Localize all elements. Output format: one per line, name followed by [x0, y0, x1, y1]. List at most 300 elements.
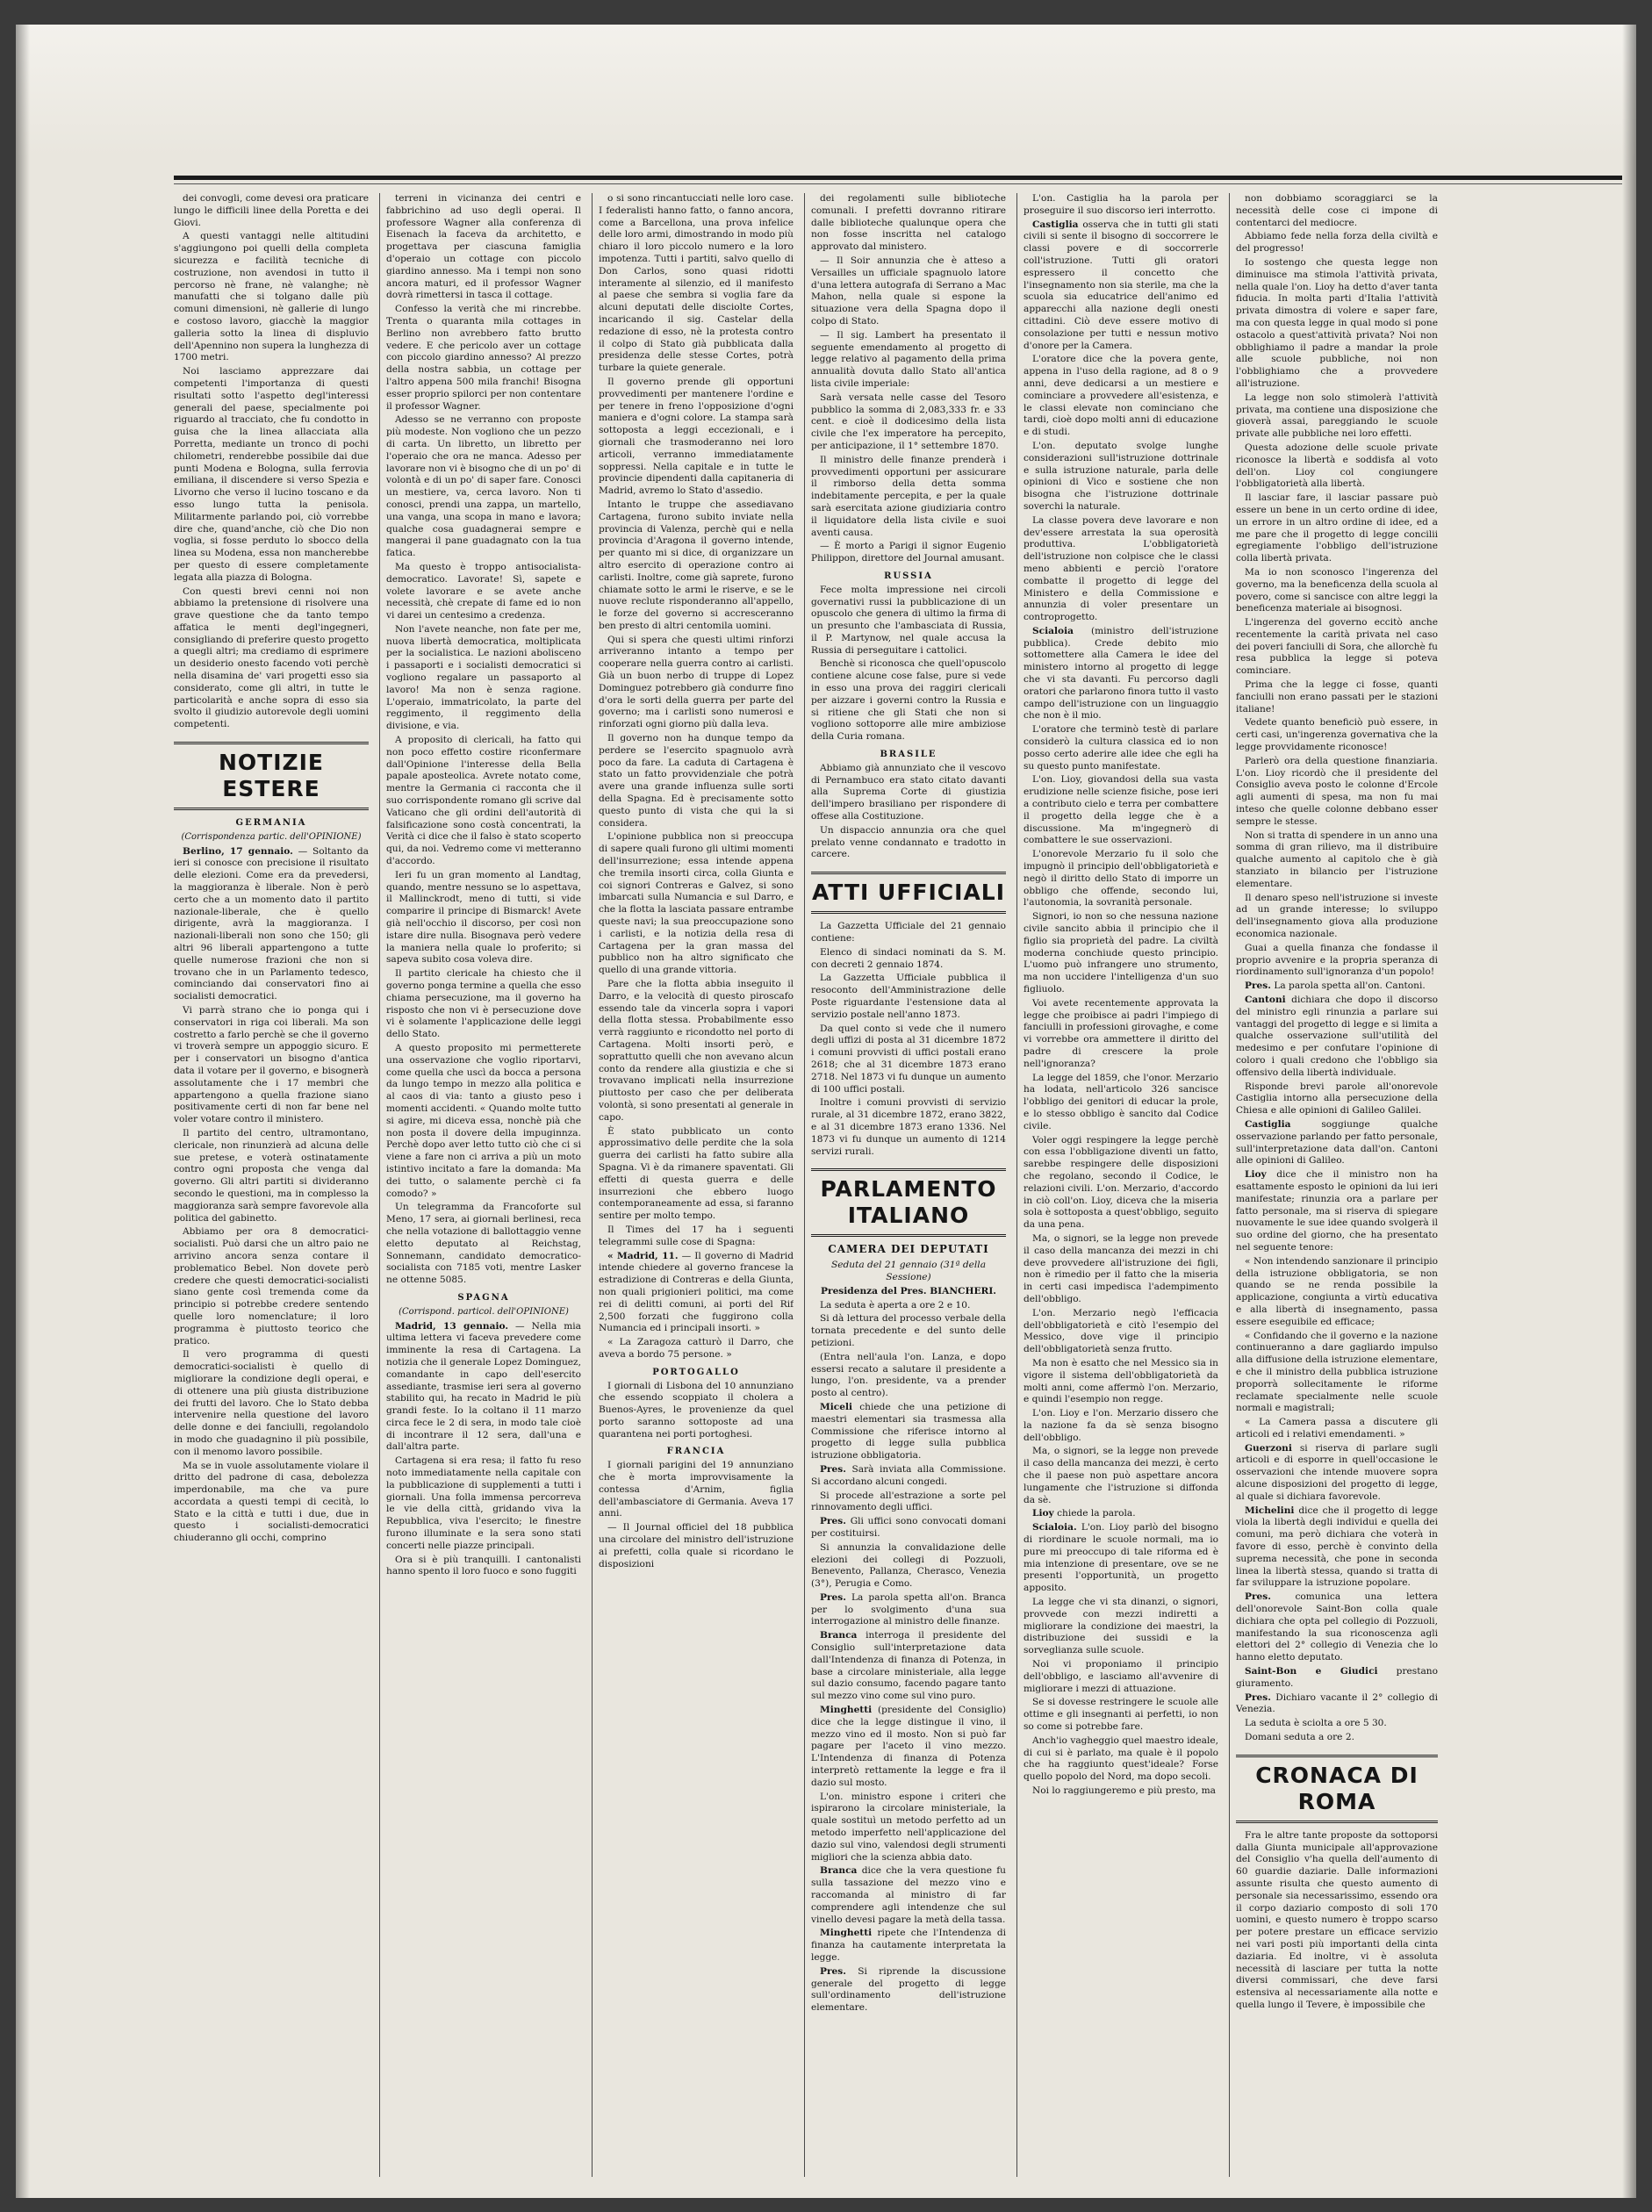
article-paragraph — [1236, 1666, 1438, 1691]
article-paragraph — [1236, 1443, 1438, 1504]
paragraph-text: « Non intendendo sanzionare il principio della istruzione obbligatoria, se non quando se ne renda possibile la applicazione, congiunta a virtù educativa e alla libertà di insegnamento, passa essere eseguibile ed efficace; — [1236, 1255, 1438, 1327]
article-paragraph — [811, 1542, 1006, 1591]
paragraph-text: dichiara che dopo il discorso del ministro egli rinunzia a parlare sui vantaggi del progetto di legge e si limita a qualche osservazione sull'utilità del medesimo e per confutare l'opinione di coloro i quali credono che l'obbligo sia offensivo della libertà individuale. — [1236, 995, 1438, 1078]
article-paragraph — [599, 193, 794, 375]
correspondence-subtitle: (Corrispond. particol. dell'OPINIONE) — [399, 1306, 569, 1317]
article-paragraph — [1024, 1358, 1218, 1406]
article-paragraph — [811, 947, 1006, 972]
paragraph-text: Il vero programma di questi democratici-socialisti è quello di migliorare la condizione degli operai, e di ottenere una più giusta distribuzione dei frutti del lavoro. Che lo Stato debba intervenire nella questione del lavoro delle donne e dei fanciulli, regolandolo in modo che guadagnino il più possibile, con il menomo lavoro possibile. — [174, 1349, 369, 1457]
article-paragraph — [1024, 998, 1218, 1071]
article-paragraph — [811, 1023, 1006, 1096]
paragraph-text: Signori, io non so che nessuna nazione civile sancito abbia il principio che il figlio sia proprietà del padre. La civiltà moderna conchiude questo principio. L'uomo può infrangere uno strumento, ma non uccidere l'intelligenza d'un suo figliuolo. — [1024, 911, 1218, 995]
article-paragraph — [599, 733, 794, 830]
paragraph-text: Noi lasciamo apprezzare dai competenti l'importanza di questi risultati sotto l'aspetto degl'interessi generali del paese, specialmente poi riguardo al tracciato, che fu condotto in guisa che la linea allacciata alla Porretta, mediante un tronco di pochi chilometri, renderebbe possibile dai due punti Modena e Bologna, sulla ferrovia emiliana, il discendere si verso Spezia e Livorno che verso il lucino toscano e da esso lungo tutta la penisola. Militarmente parlando poi, ciò vorrebbe dire che, quand'anche, ciò che Dio non voglia, si fosse perduto lo sbocco della linea su Modena, essa non mancherebbe per questo di essere completamente legata alla piazza di Bologna. — [174, 366, 369, 583]
article-paragraph — [174, 586, 369, 732]
paragraph-text: Pare che la flotta abbia inseguito il Darro, e la velocità di questo piroscafo essendo tale da vincerla sopra i vapori della flotta stessa. Probabilmente esso verrà raggiunto e ricondotto nel porto di Cartagena. Molti insorti però, e soprattutto quelli che non avevano alcun conto da rendere alla giustizia e che si trovavano implicati nella insurrezione piuttosto per caso che per deliberata volontà, si sono presentati al generale in capo. — [599, 979, 794, 1123]
paragraph-lead: Pres. — [820, 1591, 846, 1603]
paragraph-text: Io sostengo che questa legge non diminuisce ma stimola l'attività privata, nella quale l'on. Lioy ha detto d'aver tanta fiducia. In molta parti d'Italia l'attività privata dimostra di volere e saper fare, ma con questa legge in qual modo si pone ostacolo a quest'attività privata? Noi non obblighiamo il padre a mandar la prole alle scuole pubbliche, noi non l'obblighiamo che a provvedere all'istruzione. — [1236, 256, 1438, 389]
paragraph-text: Si annunzia la convalidazione delle elezioni dei collegi di Pozzuoli, Benevento, Pallanza, Cherasco, Venezia (3°), Perugia e Como. — [811, 1541, 1006, 1590]
article-paragraph — [1024, 354, 1218, 439]
paragraph-text: — Soltanto da ieri si conosce con precisione il risultato delle elezioni. Come era da prevedersi, la maggioranza è liberale. Non è però certo che a un momento dato il partito nazionale-liberale, che è quello dirigente, avrà la maggioranza. I nazionali-liberali non sono che 150; gli altri 96 liberali appartengono a tutte quelle numerose frazioni che non si trovano che in un Parlamento tedesco, cominciando dai conservatori fino ai socialisti democratici. — [174, 845, 369, 1002]
paragraph-text: « La Camera passa a discutere gli articoli ed i relativi emendamenti. » — [1236, 1417, 1438, 1440]
paragraph-text: Ma non è esatto che nel Messico sia in vigore il sistema dell'obbligatorietà da molti anni, come affermò l'on. Merzario, e quindi l'esempio non regge. — [1024, 1357, 1218, 1405]
column-divider — [592, 193, 593, 2177]
column-divider — [1229, 193, 1230, 2177]
paragraph-text: I giornali di Lisbona del 10 annunziano che essendo scoppiato il cholera a Buenos-Ayres, le provenienze da quel porto saranno sottoposte ad una quarantena nei porti portoghesi. — [599, 1380, 794, 1440]
article-paragraph — [599, 377, 794, 498]
article-paragraph — [1024, 849, 1218, 909]
article-paragraph — [1024, 515, 1218, 624]
paragraph-text: A questo proposito mi permetterete una osservazione che voglio riportarvi, come quella che uscì da bocca a persona da lungo tempo in mezzo alla politica e al caos di via: tanto a giusto peso i momenti accidenti. « Quando molte tutto si agire, mi diceva essa, nonchè pià che non posta il dovere della impuginnza. Perchè dopo aver letto tutto ciò che ci si viene a fare non ci arriva a più un moto istintivo incitato a fare la domanda: Ma dei tutto, o salamente perchè ci fa comodo? » — [386, 1042, 581, 1199]
country-heading: GERMANIA — [235, 818, 307, 829]
paragraph-text: — Nella mia ultima lettera vi faceva prevedere come imminente la resa di Cartagena. La notizia che il generale Lopez Dominguez, comandante in capo dell'esercito assediante, trasmise ieri sera al governo stabilito qui, ha recato in Madrid le più grandi feste. Io la coltano il 11 marzo circa fece le 2 di sera, in modo tale cioè di incontrare il 12 sera, dall'una e dall'altra parte. — [386, 1320, 581, 1453]
paragraph-lead: Berlino, 17 gennaio. — [183, 845, 293, 857]
article-paragraph — [1024, 1735, 1218, 1784]
column-divider — [379, 193, 380, 2177]
article-paragraph — [174, 1226, 369, 1347]
article-paragraph — [386, 562, 581, 622]
paragraph-text: Il denaro speso nell'istruzione si investe ad un grande interesse; lo sviluppo dell'insegnamento giova alla produzione economica nazionale. — [1236, 892, 1438, 940]
article-paragraph — [811, 1352, 1006, 1400]
paragraph-text: Noi lo raggiungeremo e più presto, ma — [1032, 1785, 1216, 1796]
article-paragraph — [811, 1490, 1006, 1515]
paragraph-lead: Scialoia — [1032, 625, 1074, 636]
paragraph-text: Non l'avete neanche, non fate per me, nuova libertà democratica, moltiplicata per la socialistica. Le nazioni abolisceno i passaporti e i socialisti democratici si vogliono regalare un passaporto al lavoro! Ma non è senza ragione. L'operaio, immatricolato, la parte del reggimento, il reggimento della divisione, e via. — [386, 623, 581, 732]
paragraph-text: Non si tratta di spendere in un anno una somma di gran rilievo, ma il distribuire qualche aumento al capitolo che è già stanziato in bilancio per l'istruzione elementare. — [1236, 830, 1438, 889]
article-paragraph — [1236, 717, 1438, 753]
paragraph-lead: Pres. — [1245, 980, 1271, 992]
paragraph-lead: Pres. — [1245, 1591, 1271, 1603]
article-paragraph — [386, 1555, 581, 1579]
paragraph-lead: « Madrid, 11. — [607, 1250, 679, 1261]
paragraph-text: Il ministro delle finanze prenderà i provvedimenti opportuni per assicurare il rimborso della detta somma indebitamente percepita, e per la quale sarà esercitata azione giudiziaria contro il liquidatore della lista civile e suoi aventi causa. — [811, 454, 1006, 538]
column-divider — [1016, 193, 1017, 2177]
article-paragraph — [1236, 1692, 1438, 1717]
paragraph-text: Si riprende la discussione generale del progetto di legge sull'ordinamento dell'istruzione elementare. — [811, 1965, 1006, 2014]
paragraph-text: Voler oggi respingere la legge perchè con essa l'obbligazione diventi un fatto, sarebbe respingere delle disposizioni che regolano, secondo il Codice, le relazioni civili. L'on. Merzario, d'accordo in ciò coll'on. Lioy, diceva che la miseria sola è sottoposta a quest'obbligo, seguito da una pena. — [1024, 1134, 1218, 1231]
paragraph-lead: Pres. — [1245, 1691, 1271, 1703]
article-paragraph — [1236, 1417, 1438, 1441]
paragraph-text: Inoltre i comuni provvisti di servizio rurale, al 31 dicembre 1872, erano 3822, e al 31 dicembre 1873 erano 1336. Nel 1873 vi fu dunque un aumento di 1214 servizi rurali. — [811, 1097, 1006, 1157]
paragraph-text: La Gazzetta Ufficiale pubblica il resoconto dell'Amministrazione delle Poste riguardante l'estensione data al servizio postale nell'anno 1873. — [811, 973, 1006, 1020]
article-paragraph — [1024, 1508, 1218, 1520]
paragraph-text: chiede che una petizione di maestri elementari sia trasmessa alla Commissione che riferisce intorno al progetto di legge sulla pubblica istruzione obbligatoria. — [811, 1401, 1006, 1462]
section-heading: ATTI UFFICIALI — [811, 872, 1006, 914]
paragraph-text: si riserva di parlare sugli articoli e di esporre in quell'occasione le osservazioni che intende muovere sopra alcune disposizioni del progetto di legge, al quale si dichiara favorevole. — [1236, 1442, 1438, 1502]
paragraph-text: soggiunge qualche osservazione parlando per fatto personale, sull'interpretazione data dall'on. Cantoni alle opinioni di Galileo. — [1236, 1118, 1438, 1167]
article-paragraph — [386, 735, 581, 868]
article-paragraph — [811, 585, 1006, 657]
paragraph-text: L'onorevole Merzario fu il solo che impugnò il principio dell'obbligatorietà e negò il diritto dello Stato di imporre un obbligo che offende, secondo lui, l'autonomia, la sovranità personale. — [1024, 849, 1218, 908]
article-paragraph — [1024, 441, 1218, 514]
article-paragraph — [386, 1043, 581, 1200]
article-paragraph — [1236, 1505, 1438, 1591]
article-paragraph — [811, 193, 1006, 254]
article-paragraph — [174, 366, 369, 584]
country-heading: SPAGNA — [457, 1292, 510, 1303]
paragraph-text: chiede la parola. — [1057, 1508, 1136, 1519]
article-paragraph — [599, 1522, 794, 1570]
paragraph-text: dice che il ministro non ha esattamente esposto le opinioni da lui ieri manifestate; rinunzia ora a parlare per fatto personale, ma si riserva di spiegare nuovamente le sue idee quando svolgerà il suo ordine del giorno, che ha presentato nel seguente tenore: — [1236, 1169, 1438, 1253]
paragraph-text: Guai a quella finanza che fondasse il proprio avvenire e la propria speranza di riordinamento sull'ignoranza d'un popolo! — [1236, 942, 1438, 978]
article-paragraph — [599, 1224, 794, 1249]
article-paragraph — [386, 193, 581, 302]
paragraph-text: Adesso se ne verranno con proposte più modeste. Non vogliono che un pezzo di carta. Un libretto, un libretto per l'operaio che ora ne manca. Adesso per lavorare non vi è bisogno che di un po' di volontà e di un po' di saper fare. Conosci un mestiere, va, cerca lavoro. Non ti conosci, prendi una zappa, un martello, una vanga, una scopa in mano e lavora; qualche cosa guadagnerai sempre e mangerai il pane guadagnato con la tua fatica. — [386, 414, 581, 559]
paragraph-text: Vedete quanto beneficiò può essere, in certi casi, un'ingerenza governativa che la legge provvidamente riconosce! — [1236, 717, 1438, 753]
paragraph-text: interroga il presidente del Consiglio sull'interpretazione data dall'Intendenza di finanza di Potenza, in base a circolare ministeriale, alla legge sul dazio consumo, facendo pagare tanto sul mezzo vino come sul vino puro. — [811, 1630, 1006, 1702]
paragraph-text: — Il Journal officiel del 18 pubblica una circolare del ministro dell'istruzione ai prefetti, colla quale si ricordano le disposizioni — [599, 1522, 794, 1569]
paragraph-text: La legge che vi sta dinanzi, o signori, provvede con mezzi indiretti a migliorare la condizione dei maestri, la distribuzione dei sussidi e la sorveglianza sulle scuole. — [1024, 1597, 1218, 1656]
paragraph-text: La seduta è aperta a ore 2 e 10. — [820, 1299, 971, 1311]
article-paragraph — [1024, 774, 1218, 847]
section-heading: NOTIZIE ESTERE — [174, 742, 369, 810]
country-heading: BRASILE — [880, 750, 937, 760]
paragraph-text: Sarà versata nelle casse del Tesoro pubblico la somma di 2,083,333 fr. e 33 cent. e cioè il dodicesimo della lista civile che l'ex imperatore ha percepito, per anticipazione, il 1° settembre 1870. — [811, 391, 1006, 451]
article-paragraph — [1236, 1718, 1438, 1730]
article-paragraph — [599, 499, 794, 633]
paragraph-text: Con questi brevi cenni noi non abbiamo la pretensione di risolvere una grave questione che da tanto tempo affatica le menti degl'ingegneri, consigliando di preferire questo progetto a quegli altri; ma crediamo di esprimere un desiderio onesto facendo voti perchè nella disamina de' vari progetti esso sia considerato, come gli altri, in tutte le particolarità e anche sopra di esso sia svolto il giudizio autorevole degli uomini competenti. — [174, 585, 369, 730]
article-paragraph — [599, 979, 794, 1124]
article-paragraph — [1236, 1081, 1438, 1117]
article-paragraph — [1236, 492, 1438, 565]
paragraph-text: La seduta è sciolta a ore 5 30. — [1245, 1718, 1387, 1729]
paragraph-lead: Pres. — [820, 1516, 846, 1527]
paragraph-text: non dobbiamo scoraggiarci se la necessità delle cose ci impone di contentarci del mediocre. — [1236, 193, 1438, 228]
article-paragraph — [811, 973, 1006, 1021]
paragraph-text: Il Times del 17 ha i seguenti telegrammi sulle cose di Spagna: — [599, 1224, 794, 1247]
article-paragraph — [811, 541, 1006, 565]
article-paragraph — [811, 1928, 1006, 1964]
paragraph-text: ripete che l'Intendenza di finanza ha cautamente interpretata la legge. — [811, 1928, 1006, 1963]
paragraph-text: Prima che la legge ci fosse, quanti fanciulli non erano passati per le stazioni italiane! — [1236, 679, 1438, 715]
column-5 — [1024, 193, 1218, 2184]
paragraph-text: Intanto le truppe che assediavano Cartagena, furono subito inviate nella provincia di Valenza, perchè qui e nella provincia d'Aragona il governo intende, per quanto mi si dice, di organizzare un altro esercito di operazione contro ai carlisti. Inoltre, come già saprete, furono chiamate sotto le armi le riserve, e se le nuove reclute risponderanno all'appello, le forze del governo si accresceranno ben presto di altri centomila uomini. — [599, 499, 794, 631]
paragraph-lead: Castiglia — [1245, 1118, 1291, 1130]
column-6 — [1236, 193, 1438, 2184]
top-rule — [174, 176, 1622, 180]
article-paragraph — [1236, 1830, 1438, 2012]
article-paragraph — [174, 1005, 369, 1126]
paragraph-text: Un dispaccio annunzia ora che quel prelato venne condannato e tradotto in carcere. — [811, 824, 1006, 860]
column-1 — [174, 193, 369, 2184]
paragraph-lead: Lioy — [1032, 1508, 1054, 1519]
article-paragraph — [1236, 756, 1438, 829]
article-paragraph — [811, 1402, 1006, 1462]
article-paragraph — [811, 1705, 1006, 1790]
article-paragraph — [174, 193, 369, 229]
article-paragraph — [599, 1126, 794, 1223]
section-heading: PARLAMENTO ITALIANO — [811, 1168, 1006, 1237]
paragraph-text: Si dà lettura del processo verbale della tornata precedente e del sunto delle petizioni. — [811, 1313, 1006, 1348]
correspondence-subtitle: (Corrispondenza partic. dell'OPINIONE) — [181, 831, 362, 842]
article-paragraph — [599, 1337, 794, 1361]
paragraph-text: Confesso la verità che mi rincrebbe. Trenta o quaranta mila cottages in Berlino non avrebbero fatto brutto vedere. E che pericolo aver un cottage con piccolo giardino annesso? Al prezzo della nostra sabbia, un cottage per l'altro appena 500 mila franchi! Bisogna esser proprio spilorci per non contentare il professor Wagner. — [386, 304, 581, 412]
paragraph-text: Un telegramma da Francoforte sul Meno, 17 sera, ai giornali berlinesi, reca che nella votazione di ballottaggio venne eletto deputato al Reichstag, Sonnemann, candidato democratico-socialista con 7185 voti, mentre Lasker ne ottenne 5085. — [386, 1202, 581, 1286]
paragraph-text: L'on. Lioy, giovandosi della sua vasta erudizione nelle scienze fisiche, pose ieri a contributo cielo e terra per combattere il progetto della legge che è a discussione. Ma m'ingegnerò di combattere le sue osservazioni. — [1024, 774, 1218, 846]
paragraph-text: L'opinione pubblica non si preoccupa di sapere quali furono gli ultimi momenti dell'insurrezione; essa intende appena che tremila insorti circa, colla Giunta e coi signori Contreras e Galvez, si sono imbarcati sulla Numancia e sul Darro, e che la flotta la lasciata passare entrambe queste navi; la sua preoccupazione sono i carlisti, e la notizia della resa di Cartagena per la gran massa del pubblico non ha altro significato che quello di una grande vittoria. — [599, 831, 794, 976]
article-paragraph — [1236, 1732, 1438, 1744]
country-heading: RUSSIA — [884, 571, 933, 581]
paragraph-text: (Entra nell'aula l'on. Lanza, e dopo essersi recato a salutare il presidente a lungo, l'on. presidente, va a prender posto al centro). — [811, 1351, 1006, 1399]
article-paragraph — [811, 1966, 1006, 2014]
paragraph-text: L'on. Lioy parlò del bisogno di riordinare le scuole normali, ma io pure mi preoccupo di tale riforma ed è mia intenzione di presentare, ove se ne presenti l'opportunità, un progetto apposito. — [1024, 1522, 1218, 1594]
paragraph-text: Il governo prende gli opportuni provvedimenti per mantenere l'ordine e per tenere in freno l'opposizione d'ogni maniera e d'ogni colore. La stampa sarà sottoposta a leggi eccezionali, e i giornali che trasmoderanno nei loro articoli, verranno immediatamente soppressi. Nella capitale e in tutte le provincie dipendenti dalla capitaneria di Madrid, avremo lo Stato d'assedio. — [599, 376, 794, 497]
paragraph-lead: Saint-Bon e Giudici — [1245, 1666, 1378, 1677]
article-paragraph — [174, 1461, 369, 1546]
article-paragraph — [599, 1460, 794, 1520]
paragraph-text: A questi vantaggi nelle altitudini s'aggiungono poi quelli della completa sicurezza e facilità tecniche di costruzione, non avendosi in tutto il percorso nè frane, nè valanghe; nè manufatti che si tolgano dalle più comuni dimensioni, nè gallerie di lungo e costoso lavoro, giacchè la maggior galleria sotto la linea di displuvio dell'Apennino non supera la lunghezza di 1700 metri. — [174, 231, 369, 363]
paragraph-text: Benchè si riconosca che quell'opuscolo contiene alcune cose false, pure si vede in esso una prova dei raggiri clericali per aizzare i governi contro la Russia e si ritiene che gli Stati che non si vogliono sottoporre alle mire ambiziose della Curia romana. — [811, 658, 1006, 743]
article-paragraph — [599, 831, 794, 977]
paragraph-text: La parola spetta all'on. Cantoni. — [1274, 980, 1426, 992]
paragraph-text: Se si dovesse restringere le scuole alle ottime e gli insegnanti ai perfetti, io non so come si potrebbe fare. — [1024, 1697, 1218, 1733]
top-rule-thin — [174, 183, 1622, 184]
paragraph-text: Da quel conto si vede che il numero degli uffizi di posta al 31 dicembre 1872 i comuni provvisti di uffici postali erano 2618; che al 31 dicembre 1873 erano 2718. Nel 1873 vi fu dunque un aumento di 100 uffici postali. — [811, 1023, 1006, 1095]
paragraph-text: Sarà inviata alla Commissione. Si accordano alcuni congedi. — [811, 1463, 1006, 1487]
article-paragraph — [811, 392, 1006, 453]
article-paragraph — [811, 921, 1006, 945]
article-paragraph — [1236, 567, 1438, 615]
paragraph-text: Ma io non sconosco l'ingerenza del governo, ma la beneficenza della scuola al povero, come si sancisce con altre leggi la beneficenza materiale ai bisognosi. — [1236, 566, 1438, 614]
paragraph-text: Vi parrà strano che io ponga qui i conservatori in riga coi liberali. Ma son costretto a farlo perchè se che il governo vi troverà sempre un appoggio sicuro. E per i conservatori un bisogno d'antica data il votare per il governo, e bisognerà assolutamente che i 17 membri che appartengono a quella frazione siano positivamente certi di non far bene nel voler votare contro il ministero. — [174, 1005, 369, 1125]
article-paragraph — [811, 658, 1006, 743]
paragraph-text: comunica una lettera dell'onorevole Saint-Bon colla quale dichiara che opta pel collegio di Pozzuoli, manifestando la sua riconoscenza agli elettori del 2° collegio di Venezia che lo hanno eletto deputato. — [1236, 1591, 1438, 1663]
article-paragraph — [1024, 1408, 1218, 1444]
article-paragraph — [1236, 193, 1438, 229]
presidency-line: Presidenza del Pres. BIANCHERI. — [821, 1285, 996, 1296]
paragraph-lead: Branca — [820, 1865, 858, 1877]
article-paragraph — [1236, 231, 1438, 255]
paragraph-text: Il lasciar fare, il lasciar passare può essere un bene in un certo ordine di idee, un errore in un altro ordine di idee, ed a me pare che il progetto di legge concilii egregiamente l'obbligo dell'istruzione colla libertà privata. — [1236, 492, 1438, 564]
paragraph-lead: Minghetti — [820, 1928, 873, 1939]
article-paragraph — [811, 1865, 1006, 1926]
page-header-margin — [16, 25, 1636, 156]
article-paragraph — [1024, 1522, 1218, 1595]
paragraph-text: Anch'io vagheggio quel maestro ideale, di cui si è parlato, ma quale è il popolo che ha raggiunto quest'ideale? Forse quello popolo del Nord, ma dopo secoli. — [1024, 1734, 1218, 1783]
paragraph-text: dei regolamenti sulle biblioteche comunali. I prefetti dovranno ritirare dalle biblioteche qualunque opera che non fosse inscritta nel catalogo approvato dal ministero. — [811, 193, 1006, 253]
article-paragraph — [1024, 1785, 1218, 1798]
paragraph-text: L'on. Lioy e l'on. Merzario dissero che la nazione fa da sè senza bisogno dell'obbligo. — [1024, 1408, 1218, 1443]
article-paragraph — [174, 1349, 369, 1458]
paragraph-text: Qui si spera che questi ultimi rinforzi arriveranno intanto a tempo per cooperare nella guerra contro ai carlisti. Già un buon nerbo di truppe di Lopez Dominguez potrebbero già condurre fino d'ora le sorti della guerra per parte del governo; ma i carlisti sono numerosi e rinforzati ogni giorno più dalla leva. — [599, 634, 794, 730]
article-paragraph — [811, 330, 1006, 391]
paragraph-text: Ma se in vuole assolutamente violare il dritto del padrone di casa, debolezza imperdonabile, ma che va pure accordata a questi tempi di cecità, lo Stato e la città e tutti i due, due in questo i socialisti-democratici chiuderanno gli occhi, comprino — [174, 1460, 369, 1544]
article-paragraph — [1236, 442, 1438, 491]
article-paragraph — [599, 635, 794, 731]
paragraph-text: Dichiaro vacante il 2° collegio di Venezia. — [1236, 1691, 1438, 1715]
paragraph-text: — Il sig. Lambert ha presentato il seguente emendamento al progetto di legge relativo al pagamento della prima annualità dovuta dallo Stato all'antica lista civile imperiale: — [811, 329, 1006, 389]
article-paragraph — [1024, 219, 1218, 353]
paragraph-text: L'ingerenza del governo eccitò anche recentemente la carità privata nel caso dei poveri fanciulli di Sora, che allorchè fu resa pubblica la legge si poteva cominciare. — [1236, 617, 1438, 677]
paragraph-text: Ma, o signori, se la legge non prevede il caso della mancanza dei mezzi, è certo che il paese non può aspettare ancora lungamente che l'istruzione si diffonda da sè. — [1024, 1446, 1218, 1505]
paragraph-text: Risponde brevi parole all'onorevole Castiglia intorno alla persecuzione della Chiesa e alle opinioni di Galileo Galilei. — [1236, 1081, 1438, 1117]
article-paragraph — [386, 1455, 581, 1552]
paragraph-text: L'oratore che terminò testè di parlare considerò la cultura classica ed io non posso certo aderire alle idee che egli ha su questo punto manifestate. — [1024, 724, 1218, 772]
paragraph-text: L'oratore dice che la povera gente, appena in l'uso della ragione, ad 8 o 9 anni, deve dedicarsi a un mestiere e cominciare a provvedere all'esistenza, e le classi elevate non cominciano che tardi, cioè dopo molti anni di educazione e di studi. — [1024, 354, 1218, 438]
paragraph-text: osserva che in tutti gli stati civili si sente il bisogno di soccorrere le classi povere e di soccorrerle coll'istruzione. Tutti gli oratori espressero il concetto che l'insegnamento non sia sterile, ma che la scuola sia educatrice dell'animo ed apparecchi alla nazione degli onesti cittadini. Ciò deve essere motivo di consolazione per tutti e nessun motivo d'onore per la Camera. — [1024, 219, 1218, 351]
paragraph-text: L'on. ministro espone i criteri che ispirarono la circolare ministeriale, la quale sostituì un metodo perfetto ad un metodo imperfetto nell'applicazione del dazio sul vino, valendosi degli strumenti migliori che la scienza abbia dato. — [811, 1791, 1006, 1863]
paragraph-text: Si procede all'estrazione a sorte pel rinnovamento degli uffici. — [811, 1490, 1006, 1513]
article-paragraph — [386, 304, 581, 413]
article-paragraph — [386, 968, 581, 1041]
paragraph-text: (ministro dell'istruzione pubblica). Crede debito mio sottomettere alla Camera le idee del ministero intorno al progetto di legge che vi sta davanti. Fu percorso dagli oratori che parlarono finora tutto il vasto campo dell'istruzione con un linguaggio che non è il mio. — [1024, 625, 1218, 722]
article-paragraph — [811, 1313, 1006, 1349]
article-paragraph — [1236, 1591, 1438, 1664]
article-paragraph — [174, 231, 369, 364]
article-paragraph — [386, 1202, 581, 1287]
paragraph-text: La parola spetta all'on. Branca per lo svolgimento d'una sua interrogazione al ministro delle finanze. — [811, 1591, 1006, 1627]
paragraph-text: dice che la vera questione fu sulla tassazione del mezzo vino e raccomanda al ministro di far comprendere agli intendenze che sul vinello devesi pagare la metà della tassa. — [811, 1865, 1006, 1925]
article-paragraph — [1024, 1446, 1218, 1506]
paragraph-text: L'on. Castiglia ha la parola per proseguire il suo discorso ieri interrotto. — [1024, 193, 1218, 216]
article-paragraph — [1024, 1697, 1218, 1733]
article-paragraph — [811, 255, 1006, 328]
article-paragraph — [1236, 1331, 1438, 1416]
article-paragraph — [1024, 1073, 1218, 1133]
paragraph-text: Questa adozione delle scuole private riconosce la libertà e soddisfa al voto dell'on. Lioy col congiungere l'obbligatorietà alla libertà. — [1236, 442, 1438, 490]
paragraph-text: L'on. deputato svolge lunghe considerazioni sull'istruzione dottrinale e sulla istruzione naturale, parla delle opinioni di Vico e sostiene che non bisogna che l'istruzione dottrinale soverchi la naturale. — [1024, 440, 1218, 512]
paragraph-lead: Lioy — [1245, 1169, 1267, 1181]
article-paragraph — [1236, 893, 1438, 941]
article-paragraph — [1024, 1233, 1218, 1306]
article-paragraph — [174, 846, 369, 1003]
article-paragraph — [811, 455, 1006, 540]
article-paragraph — [811, 1630, 1006, 1703]
paragraph-text: Voi avete recentemente approvata la legge che proibisce ai padri l'impiego di fanciulli in professioni girovaghe, e come vi vorrebbe ora ammettere il diritto del padre di crescere la prole nell'ignoranza? — [1024, 997, 1218, 1069]
paragraph-text: Abbiamo per ora 8 democratici-socialisti. Può darsi che un altro paio ne arrivino ancora senza contare il problematico Bebel. Non dovete però credere che questi democratici-socialisti siano gente così tremenda come da principio si potrebbe credere sentendo quelle loro nomenclature; il loro programma è piuttosto teorico che pratico. — [174, 1226, 369, 1347]
left-scan-shadow — [16, 25, 30, 2198]
paragraph-text: o si sono rincantucciati nelle loro case. I federalisti hanno fatto, o fanno ancora, come a Barcellona, una prova infelice delle loro armi, dimostrando in modo più chiaro il loro piccolo numero e la loro impotenza. Tutti i partiti, salvo quello di Don Carlos, sono quasi ridotti interamente al silenzio, ed il manifesto al paese che sembra si voglia fare da alcuni deputati delle disciolte Cortes, incaricando il sig. Castelar della redazione di esso, nè la protesta contro il colpo di Stato già pubblicata dalla presidenza delle stesse Cortes, potrà turbare la quiete generale. — [599, 193, 794, 374]
article-paragraph — [1024, 1659, 1218, 1695]
paragraph-text: « La Zaragoza catturò il Darro, che aveva a bordo 75 persone. » — [599, 1337, 794, 1360]
paragraph-text: La legge non solo stimolerà l'attività privata, ma contiene una disposizione che gioverà assai, pareggiando le scuole private alle pubbliche nei loro effetti. — [1236, 391, 1438, 440]
paragraph-text: È stato pubblicato un conto approssimativo delle perdite che la sola guerra dei carlisti ha fatto subire alla Spagna. Vi è da rimanere spaventati. Gli effetti di questa guerra e delle insurrezioni che ebbero luogo contemporaneamente ad essa, si faranno sentire per molto tempo. — [599, 1125, 794, 1222]
paragraph-text: « Confidando che il governo e la nazione continueranno a dare gagliardo impulso alla diffusione della istruzione elementare, e che il ministro della pubblica istruzione proporrà sollecitamente le riforme reclamate specialmente nelle scuole normali e magistrali; — [1236, 1330, 1438, 1414]
column-3 — [599, 193, 794, 2184]
article-paragraph — [1236, 617, 1438, 678]
article-paragraph — [1236, 943, 1438, 979]
article-paragraph — [599, 1381, 794, 1441]
article-paragraph — [1236, 392, 1438, 441]
paragraph-lead: Michelini — [1245, 1505, 1295, 1516]
country-heading: FRANCIA — [666, 1447, 726, 1457]
paragraph-lead: Pres. — [820, 1463, 846, 1475]
newspaper-page — [16, 25, 1636, 2198]
article-paragraph — [1236, 830, 1438, 891]
paragraph-lead: Castiglia — [1032, 219, 1079, 230]
section-heading: CRONACA DI ROMA — [1236, 1755, 1438, 1823]
article-paragraph — [599, 1251, 794, 1336]
paragraph-text: Parlerò ora della questione finanziaria. L'on. Lioy ricordò che il presidente del Consiglio aveva posto le colonne d'Ercole agli aumenti di spesa, ma non fu mai inteso che quelle colonne debbano esser sempre le stesse. — [1236, 755, 1438, 827]
article-paragraph — [1024, 724, 1218, 772]
article-paragraph — [174, 1128, 369, 1224]
paragraph-text: — Il governo di Madrid intende chiedere al governo francese la estradizione di Contreras e della Giunta, non quali prigionieri politici, ma come rei di delitti comuni, ai porti del Rif 2,500 forzati che fuggirono colla Numancia ed i principali insorti. » — [599, 1250, 794, 1334]
paragraph-text: La Gazzetta Ufficiale del 21 gennaio contiene: — [811, 921, 1006, 944]
paragraph-text: dice che il progetto di legge viola la libertà degli individui e quella dei comuni, ma però dichiara che voterà in favore di esso, perchè è convinto della suprema necessità, che pone in seconda linea la libertà stessa, quando si tratta di far sviluppare la istruzione popolare. — [1236, 1505, 1438, 1589]
article-paragraph — [1024, 626, 1218, 722]
paragraph-lead: Madrid, 13 gennaio. — [395, 1320, 509, 1332]
chamber-title: CAMERA DEI DEPUTATI — [828, 1243, 989, 1256]
article-paragraph — [1024, 1135, 1218, 1232]
paragraph-text: I giornali parigini del 19 annunziano che è morta improvvisamente la contessa d'Arnim, figlia dell'ambasciatore di Germania. Aveva 17 anni. — [599, 1460, 794, 1519]
article-paragraph — [1024, 1597, 1218, 1657]
paragraph-text: dei convogli, come devesi ora praticare lungo le difficili linee della Poretta e dei Giovi. — [174, 193, 369, 228]
article-paragraph — [1236, 1169, 1438, 1254]
paragraph-lead: Guerzoni — [1245, 1442, 1292, 1454]
article-paragraph — [1236, 995, 1438, 1080]
paragraph-text: Ma questo è troppo antisocialista-democratico. Lavorate! Sì, sapete e volete lavorare e se avete anche necessità, chè crepate di fame ed io non vi darei un centesimo a credenza. — [386, 561, 581, 621]
paragraph-lead: Scialoia. — [1032, 1522, 1077, 1533]
paragraph-text: Ieri fu un gran momento al Landtag, quando, mentre nessuno se lo aspettava, il Mallinckrodt, meno di tutti, si vide comparire il principe di Bismarck! Avete già nell'occhio il discorso, per così non istare dire nulla. Bisognava però vedere la maniera nella quale lo proferito; si sapeva subito cosa voleva dire. — [386, 869, 581, 966]
paragraph-text: Il governo non ha dunque tempo da perdere se l'esercito spagnuolo avrà poco da fare. La caduta di Cartagena è stato un fatto provvidenziale che potrà avere una grande influenza sulle sorti della Spagna. Ed è precisamente sotto questo punto di vista che qui la si considera. — [599, 733, 794, 829]
paragraph-text: Il partito del centro, ultramontano, clericale, non rinunzierà ad alcuna delle sue pretese, e voterà ostinatamente contro ogni proposta che venga dal governo. Gli altri partiti si divideranno secondo le questioni, ma in complesso la maggioranza sarà sempre favorevole alla politica del gabinetto. — [174, 1127, 369, 1224]
paragraph-text: (presidente del Consiglio) dice che la legge distingue il vino, il mezzo vino ed il mosto. Non si può far pagare per l'aceto il vino mezzo. L'Intendenza di finanza di Potenza interpretò rettamente la legge e fra il dazio sul mosto. — [811, 1705, 1006, 1788]
paragraph-lead: Cantoni — [1245, 995, 1286, 1005]
article-paragraph — [811, 1792, 1006, 1864]
paragraph-text: — Il Soir annunzia che è atteso a Versailles un ufficiale spagnuolo latore d'una lettera autografa di Serrano a Mac Mahon, nella quale si espone la situazione vera della Spagna dopo il colpo di Stato. — [811, 255, 1006, 327]
paragraph-text: Noi vi proponiamo il principio dell'obbligo, e lasciamo all'avvenire di migliorare i mezzi di attuazione. — [1024, 1659, 1218, 1694]
article-paragraph — [386, 414, 581, 560]
article-paragraph — [1024, 193, 1218, 218]
paragraph-text: Cartagena si era resa; il fatto fu reso noto immediatamente nella capitale con la pubblicazione di supplementi a tutti i giornali. Una folla immensa percorreva le vie della città, gridando viva la Repubblica, viva l'esercito; le finestre furono illuminate e la sera sono stati concerti nelle piazze principali. — [386, 1455, 581, 1551]
paragraph-text: Gli uffici sono convocati domani per costituirsi. — [811, 1516, 1006, 1539]
article-paragraph — [1236, 1256, 1438, 1329]
paragraph-text: La legge del 1859, che l'onor. Merzario ha lodata, nell'articolo 326 sancisce l'obbligo dei genitori di educar la prole, e lo stesso obbligo è sancito dal Codice civile. — [1024, 1072, 1218, 1131]
paragraph-text: Abbiamo fede nella forza della civiltà e del progresso! — [1236, 231, 1438, 255]
paragraph-text: La classe povera deve lavorare e non dev'essere arrestata la sua operosità produttiva. L'obbligatorietà dell'istruzione non colpisce che le classi meno abbienti e perciò l'oratore combatte il progetto di legge del Ministero e della Commissione e annunzia di voler presentare un controprogetto. — [1024, 514, 1218, 623]
paragraph-text: Fra le altre tante proposte da sottoporsi dalla Giunta municipale all'approvazione del Consiglio v'ha quella dell'aumento di 60 guardie daziarie. Dalle informazioni assunte risulta che questo aumento di personale sia necessarissimo, essendo ora il corpo daziario composto di soli 170 uomini, e questo numero è troppo scarso per potere prestare un efficace servizio nei vari posti più importanti della cinta daziaria. Ed inoltre, vi è assoluta necessità di lasciare per tutta la notte diversi commissari, che deve farsi estensiva al necessariamente alla notte e quella lungo il Tevere, è impossibile che — [1236, 1829, 1438, 2010]
paragraph-lead: Branca — [820, 1630, 858, 1641]
article-paragraph — [811, 763, 1006, 823]
article-paragraph — [1236, 257, 1438, 391]
paragraph-text: terreni in vicinanza dei centri e fabbrichino ad uso degli operai. Il professore Wagner alla conferenza di Eisenach la faceva da architetto, e progettava per ciascuna famiglia d'operaio un cottage con piccolo giardino annesso. Ma i tempi non sono ancora maturi, ed il professor Wagner dovrà rimettersi in tasca il cottage. — [386, 193, 581, 301]
paragraph-lead: Miceli — [820, 1401, 852, 1412]
article-paragraph — [1236, 1119, 1438, 1167]
article-paragraph — [811, 825, 1006, 861]
article-paragraph — [1024, 911, 1218, 996]
paragraph-text: — È morto a Parigi il signor Eugenio Philippon, direttore del Journal amusant. — [811, 541, 1006, 564]
paragraph-text: A proposito di clericali, ha fatto qui non poco effetto costire riconfermare dall'Opinione l'interesse della Bella papale aposteolica. Avrete notato come, mentre la Germania ci racconta che il suo corrispondente romano gli scrive dal Vaticano che gli ordini dell'autorità di falsificazione sono costà concentrati, la Verità ci dice che il falso è stato scoperto qui, da noi. Vedremo come vi metteranno d'accordo. — [386, 735, 581, 867]
paragraph-text: L'on. Merzario negò l'efficacia dell'obbligatorietà e citò l'esempio del Messico, dove vige il principio dell'obbligatorietà senza frutto. — [1024, 1307, 1218, 1355]
column-2 — [386, 193, 581, 2184]
paragraph-text: Abbiamo già annunziato che il vescovo di Pernambuco era stato citato davanti alla Suprema Corte di giustizia dell'impero brasiliano per rispondere di offese alla Costituzione. — [811, 762, 1006, 822]
article-paragraph — [386, 624, 581, 733]
country-heading: PORTOGALLO — [652, 1367, 740, 1377]
article-paragraph — [1236, 679, 1438, 715]
paragraph-text: Domani seduta a ore 2. — [1245, 1732, 1354, 1743]
article-paragraph — [811, 1300, 1006, 1312]
paragraph-text: prestano giuramento. — [1236, 1666, 1438, 1689]
article-paragraph — [811, 1516, 1006, 1540]
paragraph-text: Fece molta impressione nei circoli governativi russi la pubblicazione di un opuscolo che genera di ultimo la firma di un presunto che l'ambasciata di Russia, il P. Martynow, nel quale accusa la Russia di perseguitare i cattolici. — [811, 584, 1006, 656]
article-paragraph — [1236, 980, 1438, 993]
paragraph-text: Ora si è più tranquilli. I cantonalisti hanno spento il loro fuoco e sono fuggiti — [386, 1554, 581, 1577]
right-scan-shadow — [1622, 25, 1636, 2198]
column-4 — [811, 193, 1006, 2184]
paragraph-text: Il partito clericale ha chiesto che il governo ponga termine a quella che esso chiama persecuzione, ma il governo ha risposto che non vi è persecuzione dove vi è solamente l'applicazione delle leggi dello Stato. — [386, 968, 581, 1040]
column-divider — [804, 193, 805, 2177]
paragraph-lead: Minghetti — [820, 1705, 873, 1716]
paragraph-text: Ma, o signori, se la legge non prevede il caso della mancanza dei mezzi in chi deve provvedere all'istruzione dei figli, non è rimedio per il fatto che la miseria in certi casi impedisca l'adempimento dell'obbligo. — [1024, 1232, 1218, 1304]
article-paragraph — [811, 1592, 1006, 1628]
article-paragraph — [811, 1464, 1006, 1489]
session-line: Seduta del 21 gennaio (31ª della Sessione) — [830, 1260, 987, 1282]
article-paragraph — [386, 870, 581, 966]
article-paragraph — [1024, 1308, 1218, 1356]
article-paragraph — [386, 1321, 581, 1454]
paragraph-lead: Pres. — [820, 1965, 846, 1977]
paragraph-text: Elenco di sindaci nominati da S. M. con decreti 2 gennaio 1874. — [811, 946, 1006, 970]
